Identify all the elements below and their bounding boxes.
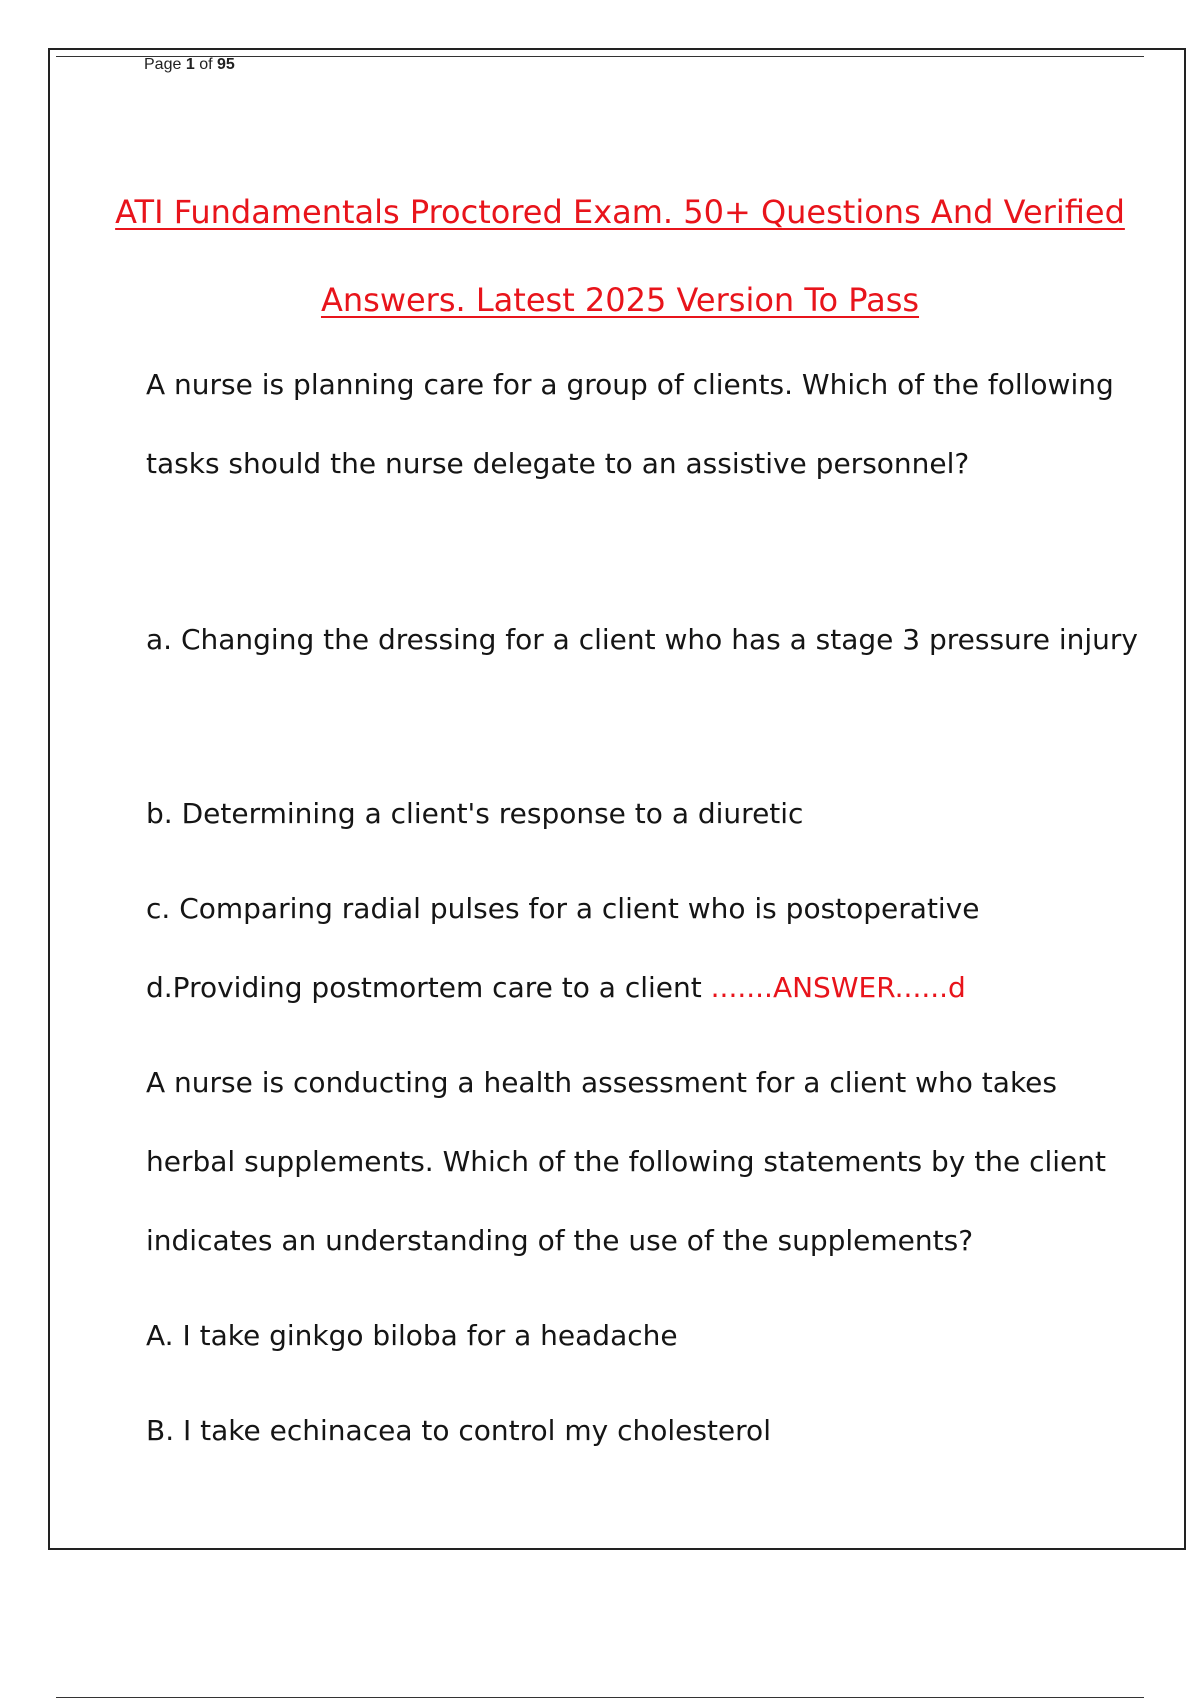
question-2-option-a: A. I take ginkgo biloba for a headache [146,1319,678,1352]
document-title: ATI Fundamentals Proctored Exam. 50+ Questions And Verified Answers. Latest 2025 Version To Pass [115,193,1125,319]
page-number: 1 [185,56,195,73]
footer-rule [56,1697,1144,1698]
question-2-stem: A nurse is conducting a health assessment for a client who takes herbal supplements. Which of the following statements by the client indicates an understanding of the use of the supplements? [146,1066,1107,1257]
page-label: Page [144,56,182,73]
page-indicator [144,55,235,75]
question-1-option-c: c. Comparing radial pulses for a client who is postoperative [146,892,980,925]
question-2-option-b: B. I take echinacea to control my cholesterol [146,1414,771,1447]
question-1-option-d-line [146,948,1146,1027]
question-1-stem: A nurse is planning care for a group of clients. Which of the following tasks should the nurse delegate to an assistive personnel? [146,368,1114,480]
question-1-option-a: a. Changing the dressing for a client who has a stage 3 pressure injury [146,623,1138,656]
of-label: of [199,56,213,73]
question-1-option-b: b. Determining a client's response to a diuretic [146,797,804,830]
total-pages: 95 [216,56,235,73]
question-1-answer: .......ANSWER......d [710,971,966,1004]
question-1-option-d: d.Providing postmortem care to a client [146,971,702,1004]
